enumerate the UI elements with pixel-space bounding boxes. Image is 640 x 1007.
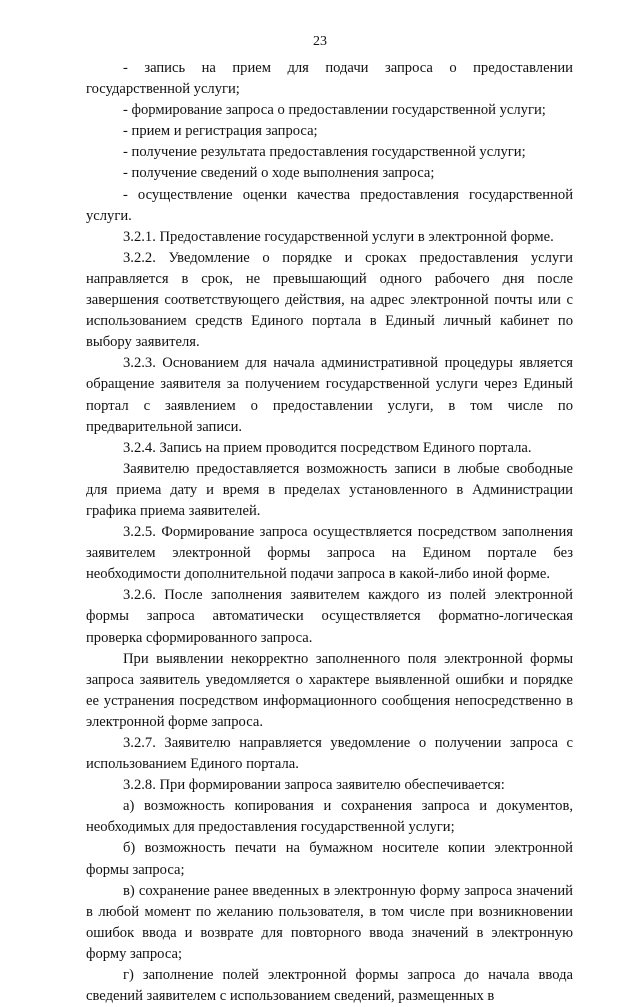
paragraph: 3.2.6. После заполнения заявителем каждого из полей электронной формы запроса автоматически осуществляется форматно-логическая проверка сформированного запроса. <box>86 587 573 646</box>
list-item: - получение результата предоставления государственной услуги; <box>123 144 526 161</box>
paragraph: 3.2.4. Запись на прием проводится посредством Единого портала. <box>123 439 532 456</box>
list-item: - формирование запроса о предоставлении государственной услуги; <box>123 102 546 119</box>
paragraph: 3.2.5. Формирование запроса осуществляется посредством заполнения заявителем электронной формы запроса на Едином портале без необходимости дополнительной подачи запроса в какой-либо иной форме. <box>86 524 573 583</box>
paragraph: 3.2.8. При формировании запроса заявителю обеспечивается: <box>123 777 505 794</box>
page-number: 23 <box>313 34 327 49</box>
paragraph: При выявлении некорректно заполненного поля электронной формы запроса заявитель уведомляется о характере выявленной ошибки и порядке ее устранения посредством информационного сообщения непосредственно в электронной форме запроса. <box>86 650 573 730</box>
list-item: а) возможность копирования и сохранения запроса и документов, необходимых для предоставления государственной услуги; <box>86 798 573 836</box>
list-item: - получение сведений о ходе выполнения запроса; <box>123 165 435 182</box>
list-item: - прием и регистрация запроса; <box>123 123 318 140</box>
paragraph: 3.2.2. Уведомление о порядке и сроках предоставления услуги направляется в срок, не превышающий одного рабочего дня после завершения соответствующего действия, на адрес электронной почты или с использованием средств Единого портала в Единый личный кабинет по выбору заявителя. <box>86 249 573 351</box>
document-body <box>86 58 573 1007</box>
list-item: б) возможность печати на бумажном носителе копии электронной формы запроса; <box>86 840 573 878</box>
paragraph: 3.2.1. Предоставление государственной услуги в электронной форме. <box>123 228 554 245</box>
list-item: - запись на прием для подачи запроса о предоставлении государственной услуги; <box>86 60 573 98</box>
paragraph: Заявителю предоставляется возможность записи в любые свободные для приема дату и время в пределах установленного в Администрации графика приема заявителей. <box>86 460 573 519</box>
list-item: г) заполнение полей электронной формы запроса до начала ввода сведений заявителем с использованием сведений, размещенных в <box>86 967 573 1005</box>
list-item: - осуществление оценки качества предоставления государственной услуги. <box>86 186 573 224</box>
paragraph: 3.2.7. Заявителю направляется уведомление о получении запроса с использованием Единого портала. <box>86 735 573 773</box>
list-item: в) сохранение ранее введенных в электронную форму запроса значений в любой момент по желанию пользователя, в том числе при возникновении ошибок ввода и возврате для повторного ввода значений в электронную форму запроса; <box>86 882 573 962</box>
paragraph: 3.2.3. Основанием для начала административной процедуры является обращение заявителя за получением государственной услуги через Единый портал с заявлением о предоставлении услуги, в том числе по предварительной записи. <box>86 355 573 435</box>
